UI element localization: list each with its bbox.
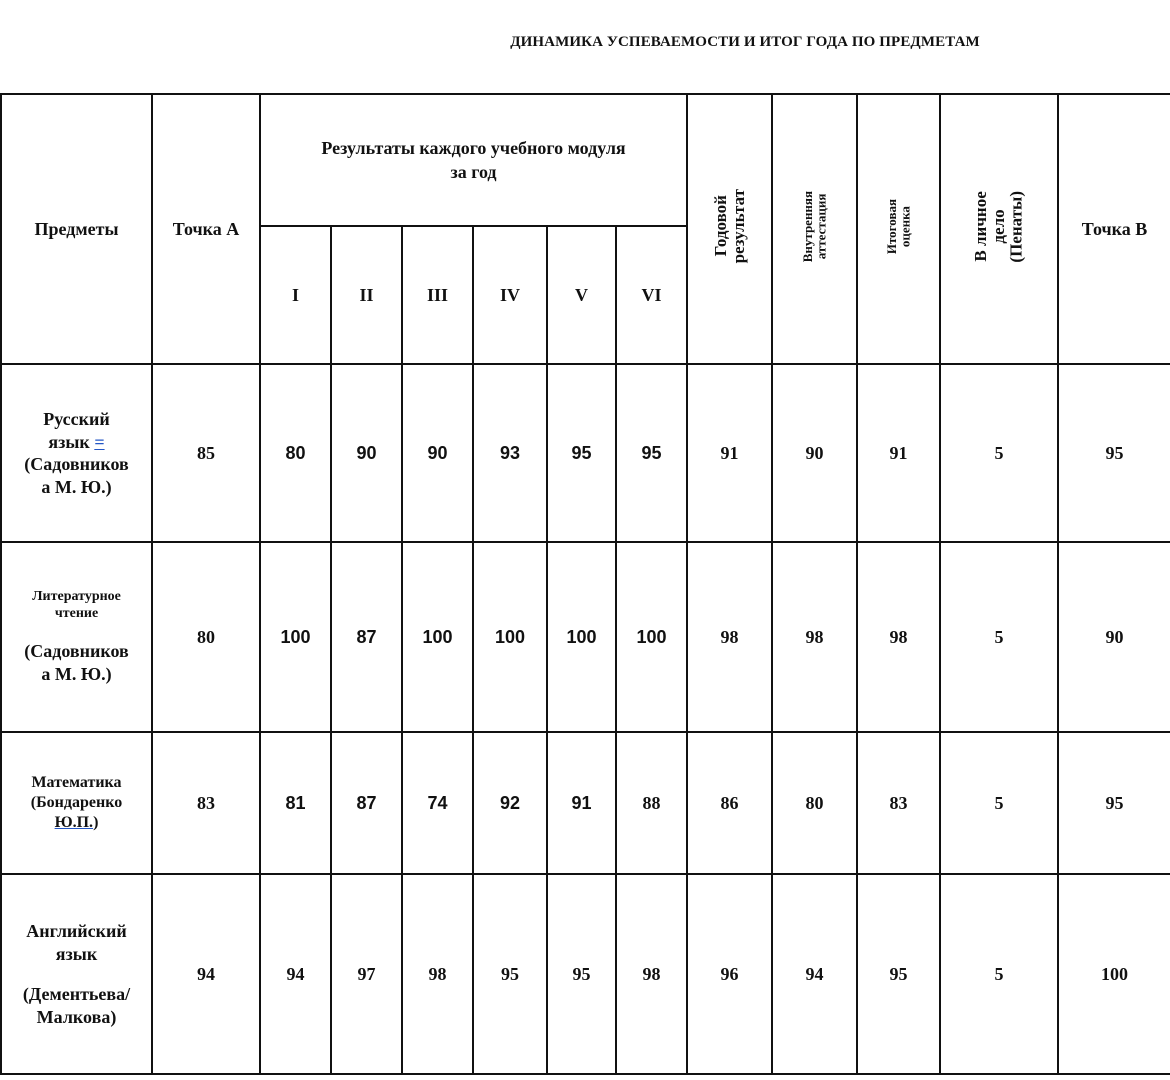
point-b-cell: 95 [1058,364,1170,542]
annual-cell: 86 [687,732,772,874]
module-cell: 98 [402,874,473,1074]
header-module-4: IV [473,226,547,364]
final-cell: 83 [857,732,940,874]
header-modules-line2: за год [450,162,497,182]
module-cell: 94 [260,874,331,1074]
header-modules-line1: Результаты каждого учебного модуля [321,137,626,158]
header-annual [687,94,772,364]
internal-cell: 80 [772,732,857,874]
header-record-text: В личное дело (Пенаты) [971,190,1026,263]
point-b-cell: 100 [1058,874,1170,1074]
table-row [1,542,1170,732]
table-row [1,732,1170,874]
internal-cell: 90 [772,364,857,542]
header-record [940,94,1058,364]
point-b-cell: 90 [1058,542,1170,732]
annual-cell: 96 [687,874,772,1074]
module-cell: 80 [260,364,331,542]
final-cell: 95 [857,874,940,1074]
header-row [1,94,1170,226]
final-cell: 91 [857,364,940,542]
grades-table [0,93,1170,1075]
subject-cell: Математика (Бондаренко Ю.П.) [1,732,152,874]
module-cell: 95 [616,364,687,542]
header-annual-text: Годовой результат [710,189,748,264]
header-point-a: Точка А [152,94,260,364]
internal-cell: 94 [772,874,857,1074]
table-row [1,874,1170,1074]
module-cell: 98 [616,874,687,1074]
module-cell: 90 [331,364,402,542]
point-a-cell: 85 [152,364,260,542]
record-cell: 5 [940,874,1058,1074]
header-module-5: V [547,226,616,364]
module-cell: 100 [547,542,616,732]
module-cell: 91 [547,732,616,874]
header-final [857,94,940,364]
header-internal-text: Внутренняя аттестация [799,190,829,263]
header-subjects: Предметы [1,94,152,364]
module-cell: 100 [402,542,473,732]
module-cell: 74 [402,732,473,874]
module-cell: 100 [616,542,687,732]
link-mark: = [94,431,105,452]
module-cell: 87 [331,732,402,874]
module-cell: 100 [260,542,331,732]
header-module-3: III [402,226,473,364]
module-cell: 100 [473,542,547,732]
point-a-cell: 94 [152,874,260,1074]
annual-cell: 91 [687,364,772,542]
record-cell: 5 [940,364,1058,542]
header-internal [772,94,857,364]
annual-cell: 98 [687,542,772,732]
header-module-6: VI [616,226,687,364]
subject-cell: Английский язык (Дементьева/ Малкова) [1,874,152,1074]
module-cell: 87 [331,542,402,732]
point-a-cell: 83 [152,732,260,874]
module-cell: 88 [616,732,687,874]
page-title: ДИНАМИКА УСПЕВАЕМОСТИ И ИТОГ ГОДА ПО ПРЕДМЕТАМ [510,34,980,50]
header-module-1: I [260,226,331,364]
linked-initials: Ю.П. [54,814,94,831]
module-cell: 92 [473,732,547,874]
module-cell: 95 [547,364,616,542]
subject-cell: Литературное чтение (Садовников а М. Ю.) [1,542,152,732]
record-cell: 5 [940,732,1058,874]
module-cell: 95 [473,874,547,1074]
module-cell: 97 [331,874,402,1074]
record-cell: 5 [940,542,1058,732]
header-final-text: Итоговая оценка [883,198,913,255]
final-cell: 98 [857,542,940,732]
point-b-cell: 95 [1058,732,1170,874]
internal-cell: 98 [772,542,857,732]
module-cell: 90 [402,364,473,542]
header-module-2: II [331,226,402,364]
header-modules [260,94,687,226]
module-cell: 93 [473,364,547,542]
header-point-b: Точка В [1058,94,1170,364]
subject-cell: Русский язык = (Садовников а М. Ю.) [1,364,152,542]
module-cell: 95 [547,874,616,1074]
point-a-cell: 80 [152,542,260,732]
module-cell: 81 [260,732,331,874]
table-row [1,364,1170,542]
